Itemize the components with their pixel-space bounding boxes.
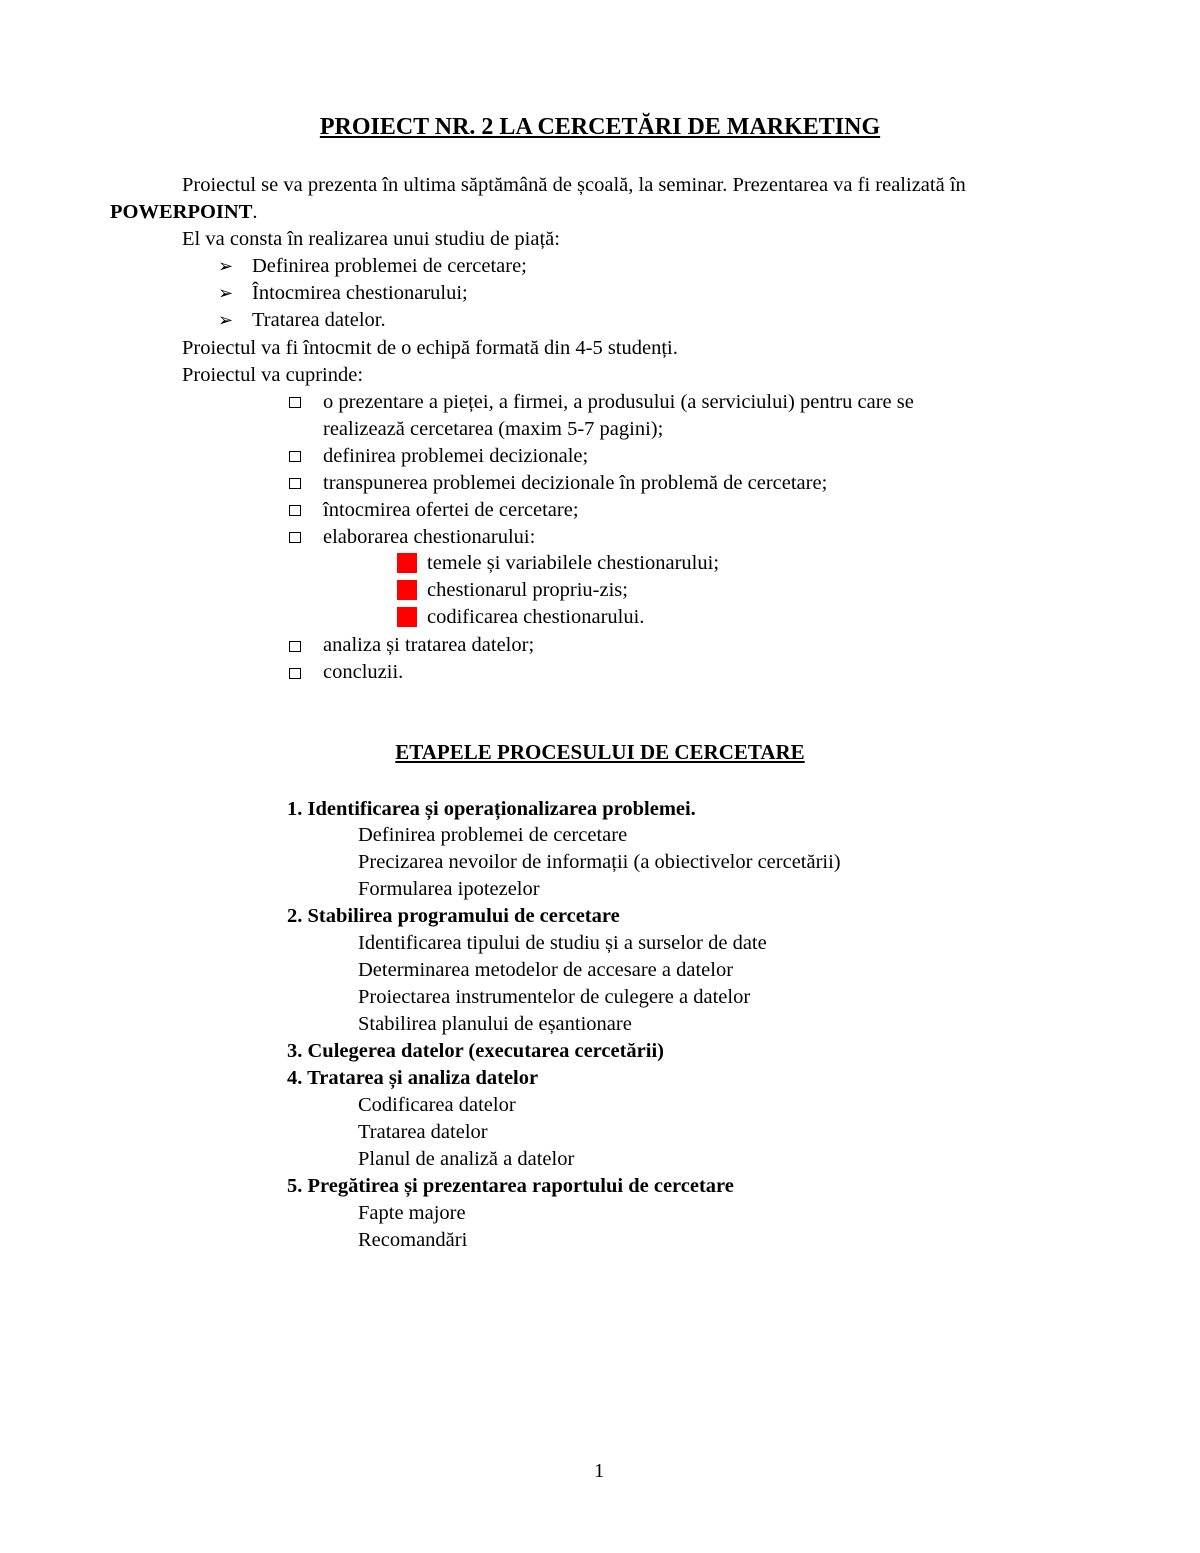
stage-subitem: Definirea problemei de cercetare [358, 824, 628, 846]
contents-item-1-line-1: o prezentare a pieței, a firmei, a produsului (a serviciului) pentru care se [323, 391, 914, 413]
stage-title: 2. Stabilirea programului de cercetare [287, 905, 620, 927]
stage-title: 4. Tratarea și analiza datelor [287, 1067, 539, 1089]
square-bullet-icon [289, 478, 301, 489]
stage-subitem: Identificarea tipului de studiu și a surselor de date [358, 932, 767, 954]
step-item [218, 307, 386, 334]
step-text: Întocmirea chestionarului; [252, 282, 468, 304]
stage-subitem: Formularea ipotezelor [358, 878, 540, 900]
red-square-bullet-icon [397, 580, 417, 600]
stage-subitem: Stabilirea planului de eșantionare [358, 1013, 632, 1035]
contents-item-4: întocmirea ofertei de cercetare; [323, 499, 579, 521]
stage-subitem: Tratarea datelor [358, 1121, 488, 1143]
arrow-bullet-icon: ➢ [218, 310, 234, 330]
contents-item-3: transpunerea problemei decizionale în problemă de cercetare; [323, 472, 828, 494]
stage-subitem: Planul de analiză a datelor [358, 1148, 575, 1170]
stage-subitem: Fapte majore [358, 1202, 466, 1224]
square-bullet-icon [289, 397, 301, 408]
contents-item-2: definirea problemei decizionale; [323, 445, 589, 467]
stage-title: 3. Culegerea datelor (executarea cercetării) [287, 1040, 664, 1062]
square-bullet-icon [289, 641, 301, 652]
stage-subitem: Recomandări [358, 1229, 468, 1251]
intro-consta: El va consta în realizarea unui studiu de piață: [182, 228, 560, 250]
powerpoint-label: POWERPOINT [110, 201, 253, 223]
contents-item-7: concluzii. [323, 661, 404, 683]
square-bullet-icon [289, 451, 301, 462]
intro-line-1: Proiectul se va prezenta în ultima săptămână de școală, la seminar. Prezentarea va fi realizată în [182, 174, 966, 196]
contents-subitem: codificarea chestionarului. [427, 606, 645, 628]
red-square-bullet-icon [397, 553, 417, 573]
intro-cuprinde: Proiectul va cuprinde: [182, 364, 364, 386]
intro-line-2 [110, 199, 258, 226]
section-title: ETAPELE PROCESULUI DE CERCETARE [395, 740, 805, 764]
contents-subitem: chestionarul propriu-zis; [427, 579, 628, 601]
intro-line-2-rest: . [252, 201, 258, 223]
step-item [218, 280, 468, 307]
square-bullet-icon [289, 532, 301, 543]
arrow-bullet-icon: ➢ [218, 283, 234, 303]
stage-subitem: Precizarea nevoilor de informații (a obiectivelor cercetării) [358, 851, 841, 873]
page-number: 1 [594, 1460, 605, 1482]
step-text: Tratarea datelor. [252, 309, 386, 331]
stage-title: 1. Identificarea și operaționalizarea problemei. [287, 798, 696, 820]
square-bullet-icon [289, 668, 301, 679]
contents-item-6: analiza și tratarea datelor; [323, 634, 535, 656]
step-item [218, 253, 527, 280]
contents-subitem: temele și variabilele chestionarului; [427, 552, 720, 574]
stage-subitem: Determinarea metodelor de accesare a datelor [358, 959, 734, 981]
contents-item-1-line-2: realizează cercetarea (maxim 5-7 pagini); [323, 418, 664, 440]
stage-title: 5. Pregătirea și prezentarea raportului de cercetare [287, 1175, 734, 1197]
red-square-bullet-icon [397, 607, 417, 627]
stage-subitem: Proiectarea instrumentelor de culegere a datelor [358, 986, 751, 1008]
square-bullet-icon [289, 505, 301, 516]
contents-item-5: elaborarea chestionarului: [323, 526, 536, 548]
step-text: Definirea problemei de cercetare; [252, 255, 527, 277]
page-title: PROIECT NR. 2 LA CERCETĂRI DE MARKETING [319, 114, 881, 140]
intro-team: Proiectul va fi întocmit de o echipă formată din 4-5 studenți. [182, 337, 678, 359]
stage-subitem: Codificarea datelor [358, 1094, 516, 1116]
arrow-bullet-icon: ➢ [218, 256, 234, 276]
